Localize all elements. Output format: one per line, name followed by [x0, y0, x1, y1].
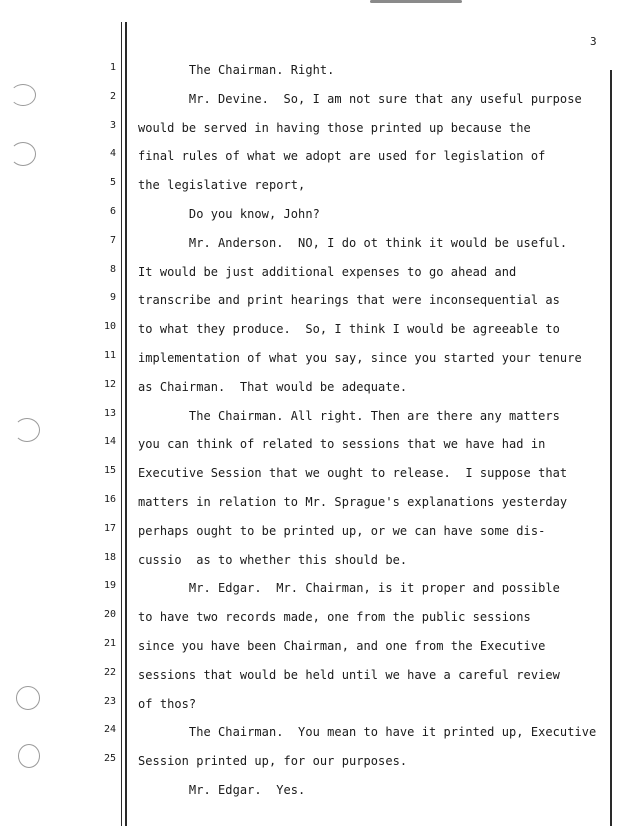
transcript-line: final rules of what we adopt are used for legislation of [138, 149, 546, 164]
line-number: 21 [103, 638, 116, 649]
line-number: 10 [103, 321, 116, 333]
left-margin-rule-double [125, 22, 127, 826]
line-number: 13 [103, 407, 116, 419]
binder-hole-mark [10, 142, 36, 166]
line-number: 19 [103, 580, 116, 592]
line-number: 17 [103, 522, 116, 534]
right-margin-rule [610, 70, 612, 826]
transcript-line: to have two records made, one from the public sessions [138, 610, 531, 625]
line-number: 14 [103, 436, 116, 448]
top-edge-smudge [370, 0, 462, 3]
transcript-line: the legislative report, [138, 178, 306, 193]
line-number: 23 [103, 695, 116, 707]
transcript-line: you can think of related to sessions that we have had in [138, 437, 546, 452]
line-number: 25 [103, 753, 116, 765]
transcript-line: Mr. Edgar. Mr. Chairman, is it proper and possible [138, 581, 560, 596]
binder-hole-mark [10, 84, 36, 106]
transcript-line: as Chairman. That would be adequate. [138, 379, 408, 394]
transcript-line: It would be just additional expenses to go ahead and [138, 264, 517, 279]
transcript-line: matters in relation to Mr. Sprague's explanations yesterday [138, 495, 568, 509]
line-number: 1 [109, 62, 116, 73]
transcript-line: since you have been Chairman, and one from the Executive [138, 639, 546, 653]
line-number: 12 [103, 378, 116, 390]
line-number: 2 [109, 90, 116, 102]
line-number: 22 [103, 666, 116, 678]
line-number: 16 [103, 494, 116, 505]
transcript-line: perhaps ought to be printed up, or we can have some dis- [138, 523, 546, 538]
line-number: 3 [109, 119, 116, 131]
transcript-line: to what they produce. So, I think I would be agreeable to [138, 322, 560, 337]
binder-hole-mark [14, 418, 40, 442]
transcript-line: Session printed up, for our purposes. [138, 754, 408, 769]
transcript-line: Executive Session that we ought to release. I suppose that [138, 466, 568, 481]
transcript-line: Mr. Devine. So, I am not sure that any useful purpose [138, 91, 582, 106]
line-number: 5 [109, 177, 116, 189]
transcript-line: The Chairman. You mean to have it printed up, Executive [138, 725, 597, 740]
transcript-line: Mr. Anderson. NO, I do ot think it would be useful. [138, 235, 568, 250]
transcript-line: cussio as to whether this should be. [138, 552, 408, 567]
line-number: 11 [103, 350, 116, 361]
line-number: 15 [103, 465, 116, 477]
line-number: 20 [103, 609, 116, 621]
transcript-line: The Chairman. All right. Then are there any matters [138, 408, 560, 423]
transcript-line: of thos? [138, 696, 197, 711]
transcript-line: implementation of what you say, since you started your tenure [138, 351, 582, 365]
line-number: 9 [109, 292, 116, 304]
transcript-line: Mr. Edgar. Yes. [138, 783, 306, 797]
line-number: 24 [103, 724, 116, 736]
line-number: 7 [109, 234, 116, 246]
transcript-line: The Chairman. Right. [138, 63, 335, 77]
transcript-line: sessions that would be held until we have a careful review [138, 667, 560, 682]
line-number: 18 [103, 551, 116, 563]
transcript-line: Do you know, John? [138, 207, 320, 221]
line-number: 8 [109, 263, 116, 275]
line-number: 4 [109, 148, 116, 160]
transcript-line: transcribe and print hearings that were inconsequential as [138, 293, 560, 308]
binder-hole-mark [18, 744, 40, 768]
transcript-line: would be served in having those printed up because the [138, 120, 531, 135]
page-number: 3 [590, 35, 597, 48]
left-margin-rule [121, 22, 122, 826]
binder-hole-mark [16, 686, 40, 710]
line-number: 6 [109, 206, 116, 217]
